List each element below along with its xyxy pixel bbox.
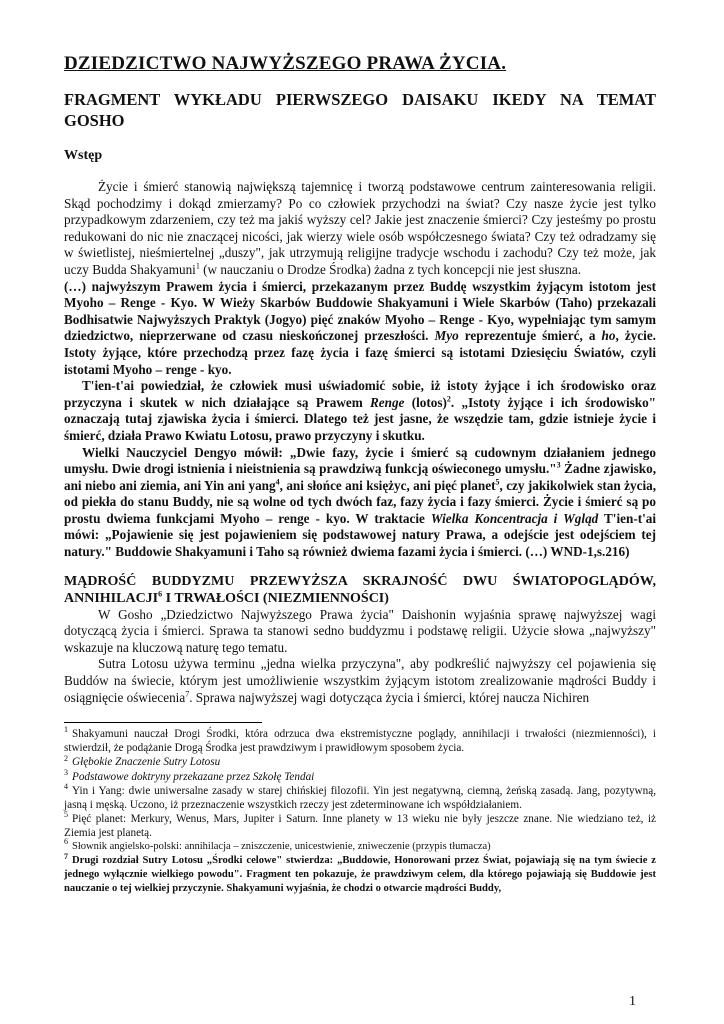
quote-paragraph-1 [64,279,656,379]
footnote-2-text: Głębokie Znaczenie Sutry Lotosu [72,756,221,769]
section-p2-text-a: Sutra Lotosu używa terminu „jedna wielka przyczyna", aby podkreślić najwyższy cel pojawienia się Buddów na świecie, którym jest umożliwienie wszystkim żyjącym istotom zrealizowanie mądrości Buddy i osiągnięcie oświecenia [64,656,656,705]
footnote-6 [64,837,656,854]
footnote-5 [64,812,656,840]
footnote-7-text: Drugi rozdział Sutry Lotosu „Środki celowe" stwierdza: „Buddowie, Honorowani przez Świat, pojawiają się na tym świecie z jednego wyłącznie wielkiego powodu". Fragment ten pokazuje, że prawdziwym celem, dla którego pojawiają się Buddowie jest nauczanie o tej wielkiej przyczynie. Shakyamuni wyjaśnia, że chodzi o otwarcie mądrości Buddy, [64,855,656,895]
quote-p3-text-c: , ani słońce ani księżyc, ani pięć planet [279,477,496,493]
quote-p2-text-b: (lotos) [404,394,447,410]
footnote-ref-7: 7 [185,689,190,699]
footnote-4-number: 4 [64,781,68,791]
footnote-4 [64,781,656,812]
footnote-2-number: 2 [64,753,68,763]
footnote-1 [64,727,656,755]
intro-text-a: Życie i śmierć stanowią największą tajemnicę i tworzą podstawowe centrum zainteresowania religii. Skąd pochodzimy i dokąd zmierzamy? Po co człowiek przychodzi na świat? Czy nasze życie jest tylko przypadkowym zdarzeniem, czy też ma jakiś wyższy cel? Jakie jest znaczenie śmierci? Czy jesteśmy po prostu redukowani do nic nie znaczącej nicości, jak wierzy wiele osób współczesnego świata? Czy też odradzamy się w świetlistej, nieśmiertelnej „duszy", jak utrzymują religijne tradycje wschodu i zachodu? Czy też może, jak uczy Budda Shakyamuni [64,179,656,277]
section-paragraph-2 [64,656,656,706]
section-heading [64,573,656,607]
quote-p3-text-a: Wielki Nauczyciel Dengyo mówił: „Dwie fazy, życie i śmierć są cudownym działaniem jednego umysłu. Dwie drogi istnienia i nieistnienia są prawdziwą funkcją oświeconego umysłu." [64,444,656,477]
quote-p3-text-e: T'ien-t'ai mówi: „Pojawienie się jest pojawieniem się podstawowej natury Prawa, a odejście jest odejściem tej natury." Buddowie Shakyamuni i Taho są również dwiema fazami życia i śmierci. (…) WND-1,s.216) [64,510,657,560]
footnote-ref-2: 2 [446,394,451,404]
quote-p1-text-a: (…) najwyższym Prawem życia i śmierci, przekazanym przez Buddę wszystkim żyjącym istotom jest Myoho – Renge - Kyo. W Wieży Skarbów Buddowie Shakyamuni i Wiele Skarbów (Taho) przekazali Bodhisatwie Najwyższych Praktyk (Jogyo) pięć znaków Myoho – Renge - Kyo, wypełniając tym samym dziedzictwo, nieprzerwane od czasu nieskończonej przeszłości. [64,278,656,344]
quote-p3-text-d: , czy jakikolwiek stan życia, od piekła do stanu Buddy, nie są wolne od tych dwóch faz, fazy życia i fazy śmierci. Życie i śmierć są po prostu dwiema funkcjami Myoho – renge - kyo. W traktacie [64,477,656,526]
quote-paragraph-2 [64,378,656,444]
section-heading-text-a: MĄDROŚĆ BUDDYZMU PRZEWYŻSZA SKRAJNOŚĆ DWU ŚWIATOPOGLĄDÓW, ANNIHILACJI [64,573,656,606]
footnote-1-number: 1 [64,725,68,735]
quote-p2-renge: Renge [369,394,405,410]
footnote-ref-5: 5 [495,477,500,487]
footnote-ref-6: 6 [158,589,163,598]
quote-p1-ho: ho [601,328,616,344]
quote-p2-text-a: T'ien-t'ai powiedział, że człowiek musi uświadomić sobie, iż istoty żyjące i ich środowisko oraz przyczyna i skutek w nich działające są Prawem [64,378,656,410]
footnote-ref-1: 1 [195,261,200,271]
document-title: DZIEDZICTWO NAJWYŻSZEGO PRAWA ŻYCIA. [64,53,507,74]
footnote-2 [64,755,656,769]
footnote-3-text: Podstawowe doktryny przekazane przez Szkołę Tendai [72,770,315,783]
quote-paragraph-3 [64,445,656,561]
footnote-3-number: 3 [64,767,68,777]
document-page [64,52,656,896]
section-paragraph-1: W Gosho „Dziedzictwo Najwyższego Prawa życia" Daishonin wyjaśnia sprawę najwyższej wagi dotyczącą życia i śmierci. Sprawa ta stanowi sedno buddyzmu i podstawę religii. Użycie słowa „najwyższy" wskazuje na kluczową naturę tego tematu. [64,606,656,655]
footnote-ref-3: 3 [556,460,561,470]
footnote-separator [64,722,262,723]
intro-heading: Wstęp [64,148,103,163]
footnote-5-text: Pięć planet: Merkury, Wenus, Mars, Jupiter i Saturn. Inne planety w 13 wieku nie były jeszcze znane. Nie wiedziano też, iż Ziemia jest planetą. [64,812,656,839]
footnote-6-number: 6 [64,837,68,847]
quote-p2-text-c: . „Istoty żyjące i ich środowisko" oznaczają tutaj zjawiska życia i śmierci. Dlatego też jest jasne, że wszędzie tam, gdzie istnieje życie i śmierć, działa Prawo Kwiatu Lotosu, prawo przyczyny i skutku. [64,394,656,443]
intro-paragraph [64,179,656,279]
section-heading-text-b: I TRWAŁOŚCI (NIEZMIENNOŚCI) [162,590,389,606]
footnote-3 [64,767,656,784]
page-number: 1 [629,994,636,1009]
quote-p1-myo: Myo [434,328,459,344]
quote-p1-text-b: reprezentuje śmierć, a [458,328,602,344]
section-p2-text-b: . Sprawa najwyższej wagi dotycząca życia i śmierci, której naucza Nichiren [189,689,590,705]
footnote-7-number: 7 [64,851,68,861]
intro-text-b: (w nauczaniu o Drodze Środka) żadna z tych koncepcji nie jest słuszna. [199,261,582,277]
footnote-7 [64,851,656,896]
quote-p3-text-b: Żadne zjawisko, ani niebo ani ziemia, ani Yin ani yang [64,461,656,493]
footnotes [64,727,656,896]
quote-p1-text-c: , życie. Istoty żyjące, które przechodzą przez fazę życia i fazę śmierci są istotami Dziesięciu Światów, czyli istotami Myoho – renge - kyo. [64,328,656,377]
footnote-6-text: Słownik angielsko-polski: annihilacja – zniszczenie, unicestwienie, zniweczenie (przypis tłumacza) [72,840,491,852]
footnote-ref-4: 4 [275,477,280,487]
document-subtitle: FRAGMENT WYKŁADU PIERWSZEGO DAISAKU IKEDY NA TEMAT GOSHO [64,90,656,130]
footnote-5-number: 5 [64,810,68,820]
footnote-4-text: Yin i Yang: dwie uniwersalne zasady w starej chińskiej filozofii. Yin jest negatywną, ciemną, żeńską zasadą. Jang, pozytywną, jasną i męską. Uczono, iż przeznaczenie wszystkich rzeczy jest zdeterminowane ich współdziałaniem. [64,784,656,811]
quote-p3-treatise: Wielka Koncentracja i Wgląd [430,510,599,526]
footnote-1-text: Shakyamuni nauczał Drogi Środki, która odrzuca dwa ekstremistyczne poglądy, annihilacji i trwałości (niezmienności), i stwierdził, że podążanie Drogą Środka jest prawdziwym i prawidłowym sposobem życia. [64,728,656,755]
